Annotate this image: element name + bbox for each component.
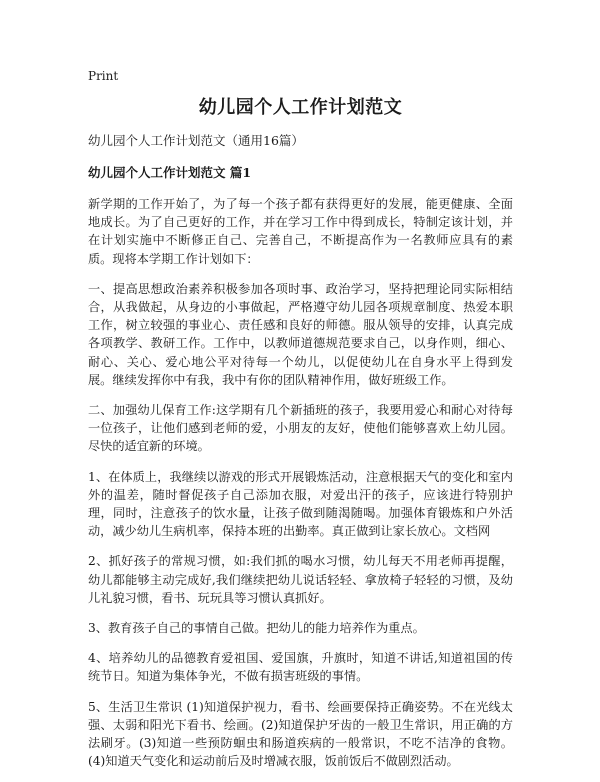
paragraph-hygiene: 5、生活卫生常识 (1)知道保护视力，看书、绘画要保持正确姿势。不在光线太强、太弱和阳光下看书、绘画。(2)知道保护牙齿的一般卫生常识，用正确的方法刷牙。(3)知道一些预防蛔虫和肠道疾病的一般常识，不吃不洁净的食物。 (4)知道天气变化和运动前后及时增减衣服，饭前饭后不做剧烈活动。 xyxy=(88,699,513,769)
paragraph-physical: 1、在体质上，我继续以游戏的形式开展锻炼活动，注意根据天气的变化和室内外的温差，随时督促孩子自己添加衣服，对爱出汗的孩子，应该进行特别护理，同时，注意孩子的饮水量，让孩子做到随渴随喝。加强体育锻炼和户外活动，减少幼儿生病机率，保持本班的出勤率。真正做到让家长放心。文档网 xyxy=(88,469,513,539)
document-page xyxy=(88,68,513,782)
section-heading: 幼儿园个人工作计划范文 篇1 xyxy=(88,165,252,180)
document-subtitle: 幼儿园个人工作计划范文（通用16篇） xyxy=(88,133,304,148)
print-label: Print xyxy=(88,69,119,83)
paragraph-habits: 2、抓好孩子的常规习惯，如:我们抓的喝水习惯，幼儿每天不用老师再提醒，幼儿都能够主动完成好,我们继续把幼儿说话轻轻、拿放椅子轻轻的习惯，及幼儿礼貌习惯，看书、玩玩具等习惯认真抓好。 xyxy=(88,554,513,605)
paragraph-intro: 新学期的工作开始了，为了每一个孩子都有获得更好的发展，能更健康、全面地成长。为了自己更好的工作，并在学习工作中得到成长，特制定该计划，并在计划实施中不断修正自己、完善自己，不断提高作为一名教师应具有的素质。现将本学期工作计划如下： xyxy=(88,197,513,266)
paragraph-political-quality: 一、提高思想政治素养积极参加各项时事、政治学习，坚持把理论同实际相结合，从我做起，从身边的小事做起，严格遵守幼儿园各项规章制度、热爱本职工作，树立较强的事业心、责任感和良好的师德。服从领导的安排，认真完成各项教学、教研工作。工作中，以教师道德规范要求自己，以身作则，细心、耐心、关心、爱心地公平对待每一个幼儿，以促使幼儿在自身水平上得到发展。继续发挥你中有我，我中有你的团队精神作用，做好班级工作。 xyxy=(88,281,513,387)
paragraph-moral-education: 4、培养幼儿的品德教育爱祖国、爱国旗，升旗时，知道不讲话,知道祖国的传统节日。知道为集体争光，不做有损害班级的事情。 xyxy=(88,651,513,684)
paragraph-self-reliance: 3、教育孩子自己的事情自己做。把幼儿的能力培养作为重点。 xyxy=(88,621,425,636)
paragraph-childcare: 二、加强幼儿保育工作:这学期有几个新插班的孩子，我要用爱心和耐心对待每一位孩子，让他们感到老师的爱，小朋友的友好，使他们能够喜欢上幼儿园。尽快的适宜新的环境。 xyxy=(88,403,513,454)
document-title: 幼儿园个人工作计划范文 xyxy=(198,97,403,118)
